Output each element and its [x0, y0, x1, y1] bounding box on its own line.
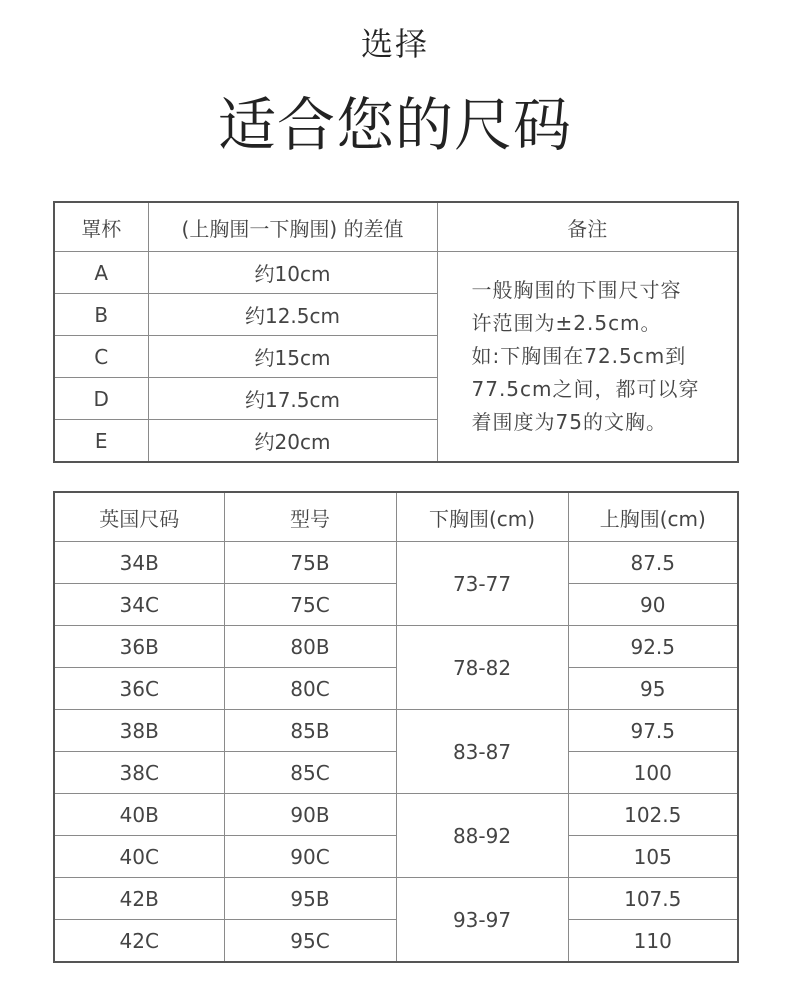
heading-small: 选择	[360, 25, 429, 63]
uk-size-cell: 36B	[54, 626, 224, 668]
difference-cell: 约10cm	[148, 252, 437, 294]
cup-cell: A	[54, 252, 148, 294]
uk-size-cell: 42C	[54, 920, 224, 963]
overbust-cell: 87.5	[568, 542, 738, 584]
cup-cell: E	[54, 420, 148, 463]
model-cell: 75B	[224, 542, 396, 584]
overbust-cell: 105	[568, 836, 738, 878]
header-cell-note: 备注	[437, 202, 738, 252]
difference-cell: 约17.5cm	[148, 378, 437, 420]
uk-size-cell: 34C	[54, 584, 224, 626]
cup-cell: B	[54, 294, 148, 336]
header-cell-cup: 罩杯	[54, 202, 148, 252]
table-row	[54, 794, 738, 836]
uk-size-cell: 38B	[54, 710, 224, 752]
overbust-cell: 107.5	[568, 878, 738, 920]
overbust-cell: 92.5	[568, 626, 738, 668]
model-cell: 85B	[224, 710, 396, 752]
header-cell-model: 型号	[224, 492, 396, 542]
overbust-cell: 100	[568, 752, 738, 794]
uk-size-cell: 42B	[54, 878, 224, 920]
model-cell: 90C	[224, 836, 396, 878]
header-cell-underbust: 下胸围(cm)	[396, 492, 568, 542]
table-row	[54, 878, 738, 920]
model-cell: 80C	[224, 668, 396, 710]
overbust-cell: 90	[568, 584, 738, 626]
underbust-cell: 88-92	[396, 794, 568, 878]
difference-cell: 约20cm	[148, 420, 437, 463]
table-row	[54, 626, 738, 668]
overbust-cell: 97.5	[568, 710, 738, 752]
cup-cell: D	[54, 378, 148, 420]
overbust-cell: 102.5	[568, 794, 738, 836]
table-header-row	[54, 492, 738, 542]
cup-cell: C	[54, 336, 148, 378]
uk-size-cell: 38C	[54, 752, 224, 794]
model-cell: 95C	[224, 920, 396, 963]
model-cell: 85C	[224, 752, 396, 794]
header-cell-overbust: 上胸围(cm)	[568, 492, 738, 542]
table-row	[54, 710, 738, 752]
note-line: 一般胸围的下围尺寸容	[471, 278, 682, 302]
note-line: 许范围为±2.5cm。	[471, 311, 662, 335]
model-cell: 90B	[224, 794, 396, 836]
page-title: 适合您的尺码	[217, 91, 572, 159]
model-cell: 95B	[224, 878, 396, 920]
overbust-cell: 110	[568, 920, 738, 963]
uk-size-cell: 34B	[54, 542, 224, 584]
underbust-cell: 83-87	[396, 710, 568, 794]
header-cell-uk-size: 英国尺码	[54, 492, 224, 542]
difference-cell: 约15cm	[148, 336, 437, 378]
note-line: 如:下胸围在72.5cm到	[471, 344, 687, 368]
note-cell	[437, 252, 738, 463]
uk-size-cell: 40B	[54, 794, 224, 836]
header-cell-difference: (上胸围一下胸围) 的差值	[148, 202, 437, 252]
underbust-cell: 73-77	[396, 542, 568, 626]
model-cell: 80B	[224, 626, 396, 668]
note-line: 77.5cm之间，都可以穿	[471, 377, 700, 401]
table-row	[54, 542, 738, 584]
difference-cell: 约12.5cm	[148, 294, 437, 336]
size-chart-table	[53, 491, 739, 963]
uk-size-cell: 36C	[54, 668, 224, 710]
table-row	[54, 252, 738, 294]
note-line: 着围度为75的文胸。	[471, 410, 667, 434]
uk-size-cell: 40C	[54, 836, 224, 878]
overbust-cell: 95	[568, 668, 738, 710]
cup-size-table	[53, 201, 739, 463]
table-header-row	[54, 202, 738, 252]
model-cell: 75C	[224, 584, 396, 626]
underbust-cell: 78-82	[396, 626, 568, 710]
underbust-cell: 93-97	[396, 878, 568, 963]
